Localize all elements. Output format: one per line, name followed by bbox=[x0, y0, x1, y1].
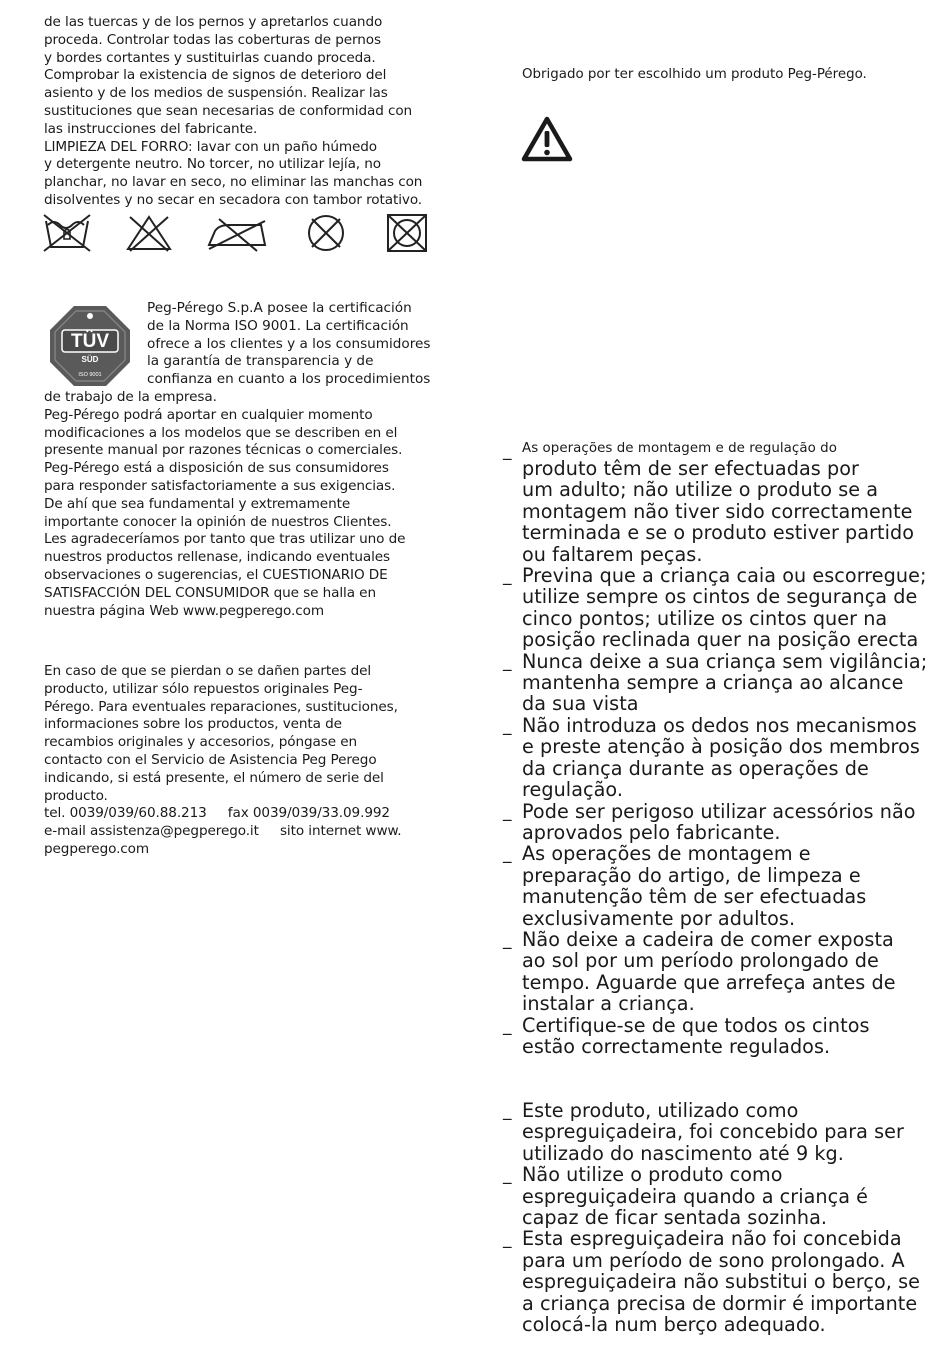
text-line: montagem não tiver sido correctamente bbox=[522, 499, 913, 523]
text-line: de trabajo de la empresa. bbox=[44, 389, 217, 405]
text-line: para responder satisfactoriamente a sus exigencias. bbox=[44, 477, 396, 494]
text-line: Peg-Pérego podrá aportar en cualquier momento bbox=[44, 406, 373, 423]
no-dry-clean-icon bbox=[301, 213, 351, 253]
text-line: pegperego.com bbox=[44, 840, 150, 857]
no-tumble-dry-icon bbox=[382, 213, 432, 253]
text-line: Certifique-se de que todos os cintos bbox=[522, 1013, 870, 1037]
text-line: Peg-Pérego S.p.A posee la certificación bbox=[147, 300, 412, 316]
list-item bbox=[503, 565, 943, 651]
text-line: posição reclinada quer na posição erecta bbox=[522, 628, 919, 652]
text-line: Não utilize o produto como bbox=[522, 1163, 783, 1187]
text-line: Pode ser perigoso utilizar acessórios não bbox=[522, 799, 916, 823]
list-item bbox=[503, 843, 943, 929]
text-line: asiento y de los medios de suspensión. Realizar las bbox=[44, 85, 388, 102]
text-line: espreguiçadeira não substitui o berço, se bbox=[522, 1270, 920, 1294]
text-line: colocá-la num berço adequado. bbox=[522, 1313, 826, 1337]
list-item bbox=[503, 1164, 943, 1228]
text-line: de la Norma ISO 9001. La certificación bbox=[147, 317, 409, 334]
text-line: aprovados pelo fabricante. bbox=[522, 820, 781, 844]
list-item bbox=[503, 801, 943, 844]
bullet-dash: _ bbox=[503, 1165, 512, 1186]
text-line: la garantía de transparencia y de bbox=[147, 353, 374, 370]
text-line: da sua vista bbox=[522, 692, 639, 716]
bullet-dash: _ bbox=[503, 441, 512, 461]
text-line: As operações de montagem e bbox=[522, 842, 811, 866]
list-item bbox=[503, 715, 943, 801]
text-line: cinco pontos; utilize os cintos quer na bbox=[522, 606, 888, 630]
certification-text bbox=[147, 300, 457, 389]
text-line: Les agradeceríamos por tanto que tras utilizar uno de bbox=[44, 531, 406, 548]
text-line: ou faltarem peças. bbox=[522, 542, 703, 566]
text-line: Nunca deixe a sua criança sem vigilância; bbox=[522, 649, 928, 673]
text-line: SATISFACCIÓN DEL CONSUMIDOR que se halla en bbox=[44, 584, 376, 601]
text-line: De ahí que sea fundamental y extremamente bbox=[44, 495, 351, 512]
tuv-logo-brand: TÜV bbox=[71, 331, 109, 352]
text-line: planchar, no lavar en seco, no eliminar las manchas con bbox=[44, 174, 423, 191]
text-line: producto, utilizar sólo repuestos originales Peg- bbox=[44, 680, 363, 697]
text-line: um adulto; não utilize o produto se a bbox=[522, 478, 879, 502]
text-line: ao sol por um período prolongado de bbox=[522, 949, 879, 973]
text-line: producto. bbox=[44, 787, 108, 804]
text-line: exclusivamente por adultos. bbox=[522, 906, 796, 930]
text-line: Este produto, utilizado como bbox=[522, 1099, 799, 1122]
text-line: estão correctamente regulados. bbox=[522, 1034, 831, 1058]
text-line: En caso de que se pierdan o se dañen partes del bbox=[44, 663, 372, 679]
no-bleach-icon bbox=[124, 213, 174, 253]
text-line: presente manual por razones técnicas o comerciales. bbox=[44, 442, 403, 459]
text-line: las instrucciones del fabricante. bbox=[44, 120, 258, 137]
text-line: y detergente neutro. No torcer, no utilizar lejía, no bbox=[44, 156, 381, 173]
list-item bbox=[503, 929, 943, 1015]
text-line: informaciones sobre los productos, venta de bbox=[44, 716, 342, 733]
no-iron-icon bbox=[205, 213, 269, 253]
tuv-logo-sub: SÜD bbox=[81, 355, 99, 364]
care-symbols bbox=[42, 213, 432, 253]
text-line: modificaciones a los modelos que se describen en el bbox=[44, 424, 398, 441]
text-line: Esta espreguiçadeira não foi concebida bbox=[522, 1227, 902, 1251]
text-line: para um período de sono prolongado. A bbox=[522, 1248, 905, 1272]
text-line: Previna que a criança caia ou escorregue; bbox=[522, 564, 927, 588]
bullet-dash: _ bbox=[503, 844, 512, 865]
contact-phone-fax: tel. 0039/039/60.88.213 fax 0039/039/33.09.992 bbox=[44, 805, 390, 822]
thanks-text: Obrigado por ter escolhido um produto Peg-Pérego. bbox=[522, 67, 867, 82]
list-item bbox=[503, 1015, 943, 1058]
text-line: As operações de montagem e de regulação do bbox=[522, 441, 837, 456]
text-line: Comprobar la existencia de signos de deterioro del bbox=[44, 67, 387, 84]
text-line: e preste atenção à posição dos membros bbox=[522, 735, 920, 759]
bullet-dash: _ bbox=[503, 1015, 512, 1036]
tuv-logo-norm: ISO 9001 bbox=[78, 372, 102, 378]
list-item bbox=[503, 1100, 943, 1164]
text-line: tempo. Aguarde que arrefeça antes de bbox=[522, 970, 896, 994]
text-line: preparação do artigo, de limpeza e bbox=[522, 863, 861, 887]
warnings-list bbox=[503, 440, 943, 1057]
text-line: utilize sempre os cintos de segurança de bbox=[522, 585, 918, 609]
text-line: espreguiçadeira, foi concebido para ser bbox=[522, 1120, 904, 1144]
text-line: proceda. Controlar todas las coberturas de pernos bbox=[44, 31, 381, 48]
text-line: importante conocer la opinión de nuestros Clientes. bbox=[44, 513, 392, 530]
bullet-dash: _ bbox=[503, 801, 512, 822]
list-item bbox=[503, 1228, 943, 1335]
warning-triangle-icon bbox=[521, 116, 573, 162]
text-line: ofrece a los clientes y a los consumidores bbox=[147, 335, 431, 352]
text-line: a criança precisa de dormir é importante bbox=[522, 1291, 918, 1315]
list-item bbox=[503, 440, 943, 565]
text-line: Pérego. Para eventuales reparaciones, sustituciones, bbox=[44, 698, 398, 715]
text-line: da criança durante as operações de bbox=[522, 756, 869, 780]
text-line: Peg-Pérego está a disposición de sus consumidores bbox=[44, 460, 389, 477]
bullet-dash: _ bbox=[503, 1101, 512, 1121]
text-line: espreguiçadeira quando a criança é bbox=[522, 1184, 869, 1208]
no-wash-icon bbox=[42, 213, 92, 253]
list-item bbox=[503, 651, 943, 715]
text-line: capaz de ficar sentada sozinha. bbox=[522, 1206, 828, 1230]
bullet-dash: _ bbox=[503, 651, 512, 672]
service-info bbox=[44, 663, 456, 859]
bullet-dash: _ bbox=[503, 566, 512, 587]
text-line: de las tuercas y de los pernos y apretarlos cuando bbox=[44, 14, 383, 30]
text-line: manutenção têm de ser efectuadas bbox=[522, 885, 867, 909]
text-line: observaciones o sugerencias, el CUESTIONARIO DE bbox=[44, 566, 388, 583]
bouncer-warnings-list bbox=[503, 1100, 943, 1335]
text-line: nuestros productos rellenase, indicando eventuales bbox=[44, 549, 390, 566]
text-line: Não deixe a cadeira de comer exposta bbox=[522, 927, 894, 951]
text-line: contacto con el Servicio de Asistencia Peg Perego bbox=[44, 751, 377, 768]
text-line: indicando, si está presente, el número de serie del bbox=[44, 769, 384, 786]
text-line: recambios originales y accesorios, póngase en bbox=[44, 734, 357, 751]
text-line: y bordes cortantes y sustituirlas cuando proceda. bbox=[44, 49, 376, 66]
bullet-dash: _ bbox=[503, 929, 512, 950]
tuv-certification-logo bbox=[48, 304, 132, 388]
text-line: terminada e se o produto estiver partido bbox=[522, 521, 914, 545]
text-line: sustituciones que sean necesarias de conformidad con bbox=[44, 102, 413, 119]
text-line: utilizado do nascimento até 9 kg. bbox=[522, 1141, 844, 1165]
cleaning-instructions bbox=[44, 14, 456, 210]
company-info bbox=[44, 389, 456, 620]
text-line: mantenha sempre a criança ao alcance bbox=[522, 671, 904, 695]
text-line: LIMPIEZA DEL FORRO: lavar con un paño húmedo bbox=[44, 138, 378, 155]
text-line: Não introduza os dedos nos mecanismos bbox=[522, 713, 917, 737]
bullet-dash: _ bbox=[503, 715, 512, 736]
contact-email-web: e-mail assistenza@pegperego.it sito internet www. bbox=[44, 823, 402, 840]
text-line: produto têm de ser efectuadas por bbox=[522, 457, 859, 480]
text-line: regulação. bbox=[522, 778, 624, 802]
bullet-dash: _ bbox=[503, 1229, 512, 1250]
text-line: instalar a criança. bbox=[522, 992, 695, 1016]
text-line: nuestra página Web www.pegperego.com bbox=[44, 602, 324, 619]
text-line: disolventes y no secar en secadora con tambor rotativo. bbox=[44, 191, 423, 208]
text-line: confianza en cuanto a los procedimientos bbox=[147, 371, 431, 388]
